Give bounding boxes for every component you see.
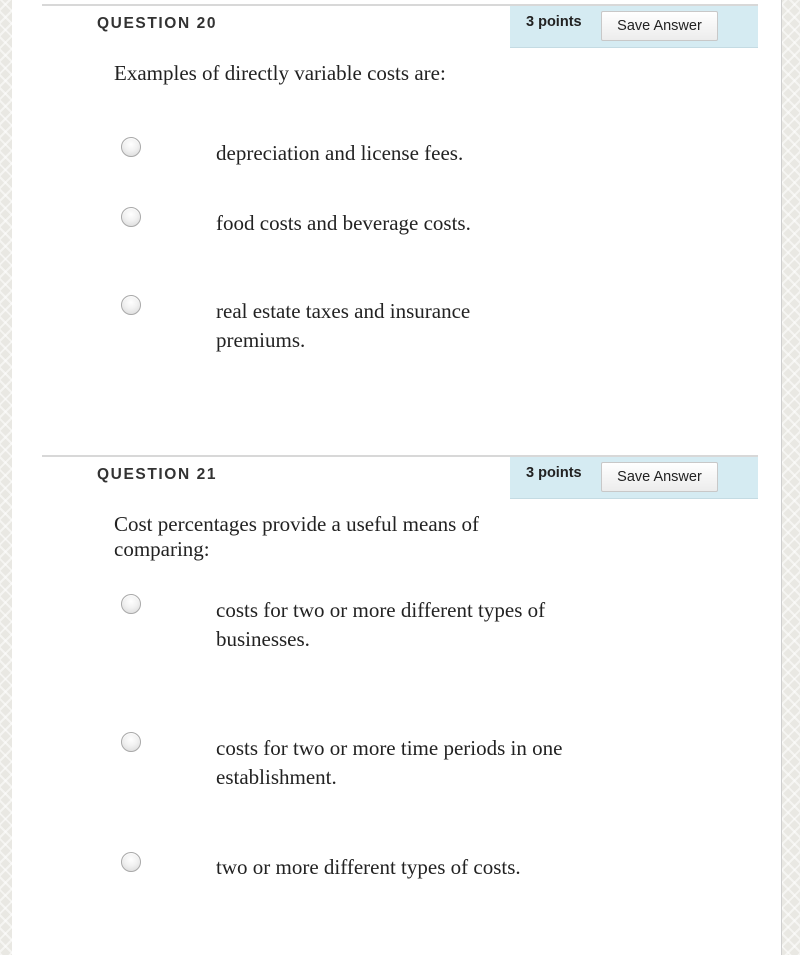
option-label: real estate taxes and insurance premiums.: [216, 299, 471, 352]
question-20-points: 3 points: [526, 14, 582, 30]
option-label: two or more different types of costs.: [216, 855, 521, 879]
option-label: depreciation and license fees.: [216, 141, 464, 165]
option-label: food costs and beverage costs.: [216, 211, 471, 235]
question-20-title: QUESTION 20: [97, 15, 218, 32]
radio-button[interactable]: [121, 594, 141, 614]
question-21-points: 3 points: [526, 465, 582, 481]
radio-button[interactable]: [121, 732, 141, 752]
radio-button[interactable]: [121, 852, 141, 872]
question-21-header: [42, 455, 758, 497]
question-21-prompt: Cost percentages provide a useful means of comparing:: [114, 512, 480, 561]
question-20-points-box: [510, 6, 758, 48]
question-20-prompt: Examples of directly variable costs are:: [114, 61, 446, 85]
option-label: costs for two or more time periods in one establishment.: [216, 736, 563, 789]
question-21-points-box: [510, 457, 758, 499]
option-label: costs for two or more different types of businesses.: [216, 598, 546, 651]
question-21-title: QUESTION 21: [97, 466, 218, 483]
radio-button[interactable]: [121, 295, 141, 315]
question-20-header: [42, 4, 758, 46]
radio-button[interactable]: [121, 137, 141, 157]
question-21-save-answer-button[interactable]: Save Answer: [601, 462, 718, 492]
quiz-panel: [12, 0, 782, 955]
question-20-save-answer-button[interactable]: Save Answer: [601, 11, 718, 41]
radio-button[interactable]: [121, 207, 141, 227]
